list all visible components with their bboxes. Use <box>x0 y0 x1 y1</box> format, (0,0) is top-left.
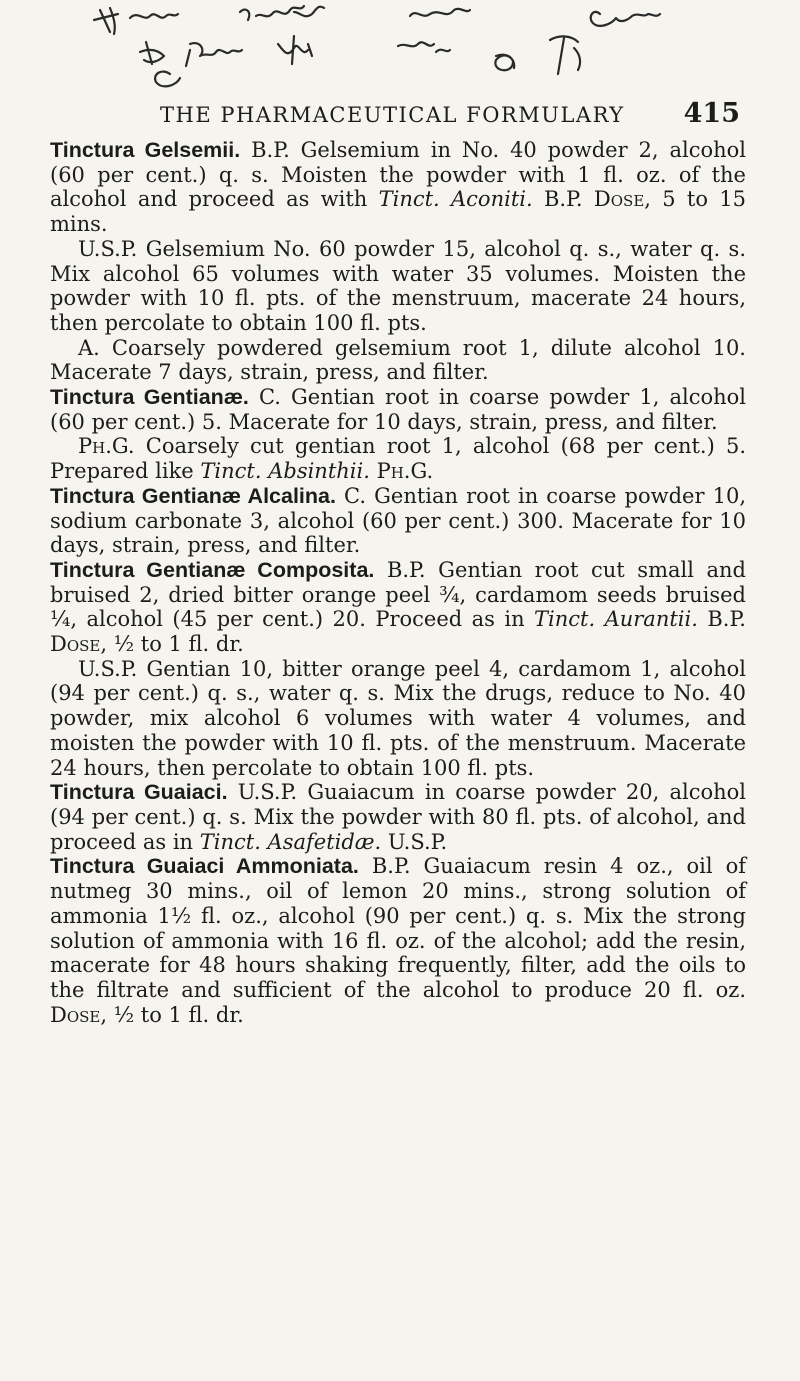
entry-paragraph <box>50 780 746 854</box>
entry-heading: Tinctura Guaiaci Ammoniata. <box>50 854 359 879</box>
entry-subparagraph <box>50 237 746 336</box>
body-text: U.S.P. Gelsemium No. 60 powder 15, alcohol q. s., water q. s. Mix alcohol 65 volumes with water 35 volumes. Moisten the powder with 10 fl. pts. of the menstruum, macerate 24 hours, then percolate to obtain 100 fl. pts. <box>50 236 746 335</box>
body-text: U.S.P. Guaiacum in coarse powder 20, alcohol (94 per cent.) q. s. Mix the powder with 80 fl. pts. of alcohol, and proceed as in <box>50 780 746 854</box>
entry-paragraph <box>50 558 746 657</box>
body-text: B.P. <box>532 187 594 212</box>
page-number: 415 <box>683 98 740 129</box>
pencil-scribble-graphic <box>80 0 720 96</box>
entry-paragraph <box>50 385 746 434</box>
entry-paragraph <box>50 484 746 558</box>
body-text: B.P. Gelsemium in No. 40 powder 2, alcohol (60 per cent.) q. s. Moisten the powder with 1 fl. oz. of the alcohol and proceed as with <box>50 138 746 212</box>
running-head <box>160 98 740 129</box>
small-caps-term: Dose <box>50 632 101 657</box>
formulary-entries <box>50 138 746 1027</box>
body-text: , ½ to 1 fl. dr. <box>100 1002 244 1027</box>
body-text: C. Gentian root in coarse powder 1, alcohol (60 per cent.) 5. Macerate for 10 days, strain, press, and filter. <box>50 385 747 434</box>
running-head-title: THE PHARMACEUTICAL FORMULARY <box>160 103 625 127</box>
entry-heading: Tinctura Guaiaci. <box>50 780 228 805</box>
formulary-entry <box>50 780 746 854</box>
body-text: U.S.P. Gentian 10, bitter orange peel 4, cardamom 1, alcohol (94 per cent.) q. s., water q. s. Mix the drugs, reduce to No. 40 powder, mix alcohol 6 volumes with water 4 volumes, and moisten the powder with 10 fl. pts. of the menstruum. Macerate 24 hours, then percolate to obtain 100 fl. pts. <box>50 656 746 780</box>
entry-paragraph <box>50 854 746 1027</box>
small-caps-term: Dose <box>593 187 645 212</box>
cross-reference: Tinct. Aurantii. <box>534 607 698 632</box>
entry-subparagraph <box>50 657 746 781</box>
entry-subparagraph <box>50 434 746 483</box>
cross-reference: Tinct. Asafetidæ. <box>199 829 382 854</box>
entry-paragraph <box>50 138 746 237</box>
body-text <box>370 459 377 483</box>
formulary-entry <box>50 484 746 558</box>
small-caps-term: Dose <box>50 1002 101 1027</box>
body-text: , ½ to 1 fl. dr. <box>100 632 244 657</box>
small-caps-term: Ph.G. <box>78 434 135 459</box>
cross-reference: Tinct. Absinthii. <box>200 459 370 484</box>
formulary-entry <box>50 138 746 385</box>
body-text: C. Gentian root in coarse powder 10, sodium carbonate 3, alcohol (60 per cent.) 300. Macerate for 10 days, strain, press, and filter. <box>50 483 746 558</box>
body-text: B.P. Guaiacum resin 4 oz., oil of nutmeg 30 mins., oil of lemon 20 mins., strong solution of ammonia 1½ fl. oz., alcohol (90 per cent.) q. s. Mix the strong solution of ammonia with 16 fl. oz. of the alcohol; add the resin, macerate for 48 hours shaking frequently, filter, add the oils to the filtrate and sufficient of the alcohol to produce 20 fl. oz. <box>50 854 746 1002</box>
formulary-entry <box>50 558 746 780</box>
entry-heading: Tinctura Gentianæ Composita. <box>50 557 375 582</box>
body-text: , 5 to 15 mins. <box>50 187 746 237</box>
body-text: A. Coarsely powdered gelsemium root 1, dilute alcohol 10. Macerate 7 days, strain, press, and filter. <box>50 335 746 385</box>
formulary-entry <box>50 854 746 1027</box>
body-text: B.P. Gentian root cut small and bruised 2, dried bitter orange peel ¾, cardamom seeds bruised ¼, alcohol (45 per cent.) 20. Proceed as in <box>50 557 746 632</box>
body-text: B.P. <box>697 607 746 632</box>
body-text: Coarsely cut gentian root 1, alcohol (68 per cent.) 5. Prepared like <box>50 434 746 484</box>
small-caps-term: Ph.G. <box>376 459 434 484</box>
handwritten-annotation <box>80 0 720 96</box>
entry-heading: Tinctura Gelsemii. <box>50 138 241 162</box>
entry-heading: Tinctura Gentianæ. <box>50 385 249 410</box>
formulary-entry <box>50 385 746 484</box>
entry-subparagraph <box>50 336 746 385</box>
entry-heading: Tinctura Gentianæ Alcalina. <box>50 483 336 508</box>
body-text: U.S.P. <box>381 829 448 854</box>
cross-reference: Tinct. Aconiti. <box>378 187 533 212</box>
